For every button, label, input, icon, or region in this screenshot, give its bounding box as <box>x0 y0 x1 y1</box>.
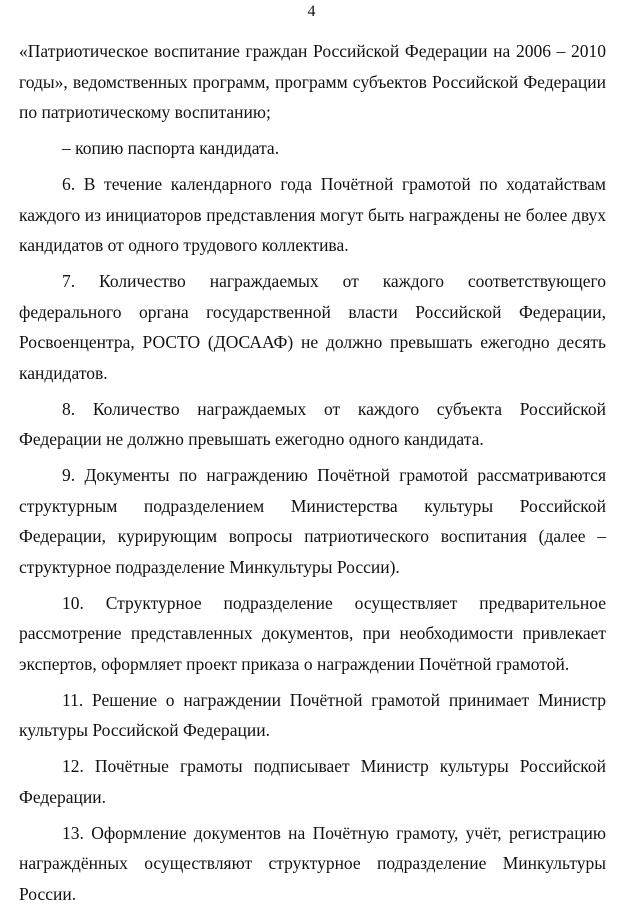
paragraph-item-8: 8. Количество награждаемых от каждого субъекта Российской Федерации не должно превышать ежегодно одного кандидата. <box>19 398 606 449</box>
paragraph-item-13: 13. Оформление документов на Почётную грамоту, учёт, регистрацию награждённых осуществляют структурное подразделение Минкультуры России. <box>19 822 606 904</box>
page-number: 4 <box>307 3 316 20</box>
paragraph-item-6: 6. В течение календарного года Почётной грамотой по ходатайствам каждого из инициаторов представления могут быть награждены не более двух кандидатов от одного трудового коллектива. <box>19 174 606 255</box>
paragraph-item-7: 7. Количество награждаемых от каждого соответствующего федерального органа государственной власти Российской Федерации, Росвоенцентра, РОСТО (ДОСААФ) не должно превышать ежегодно десять кандидатов. <box>19 271 606 383</box>
paragraph-item-9: 9. Документы по награждению Почётной грамотой рассматриваются структурным подразделением Министерства культуры Российской Федерации, курирующим вопросы патриотического воспитания (далее – структурное подразделение Минкультуры России). <box>19 465 606 577</box>
document-body <box>19 36 606 915</box>
paragraph-item-10: 10. Структурное подразделение осуществляет предварительное рассмотрение представленных документов, при необходимости привлекает экспертов, оформляет проект приказа о награждении Почётной грамотой. <box>19 592 606 674</box>
paragraph-item-12: 12. Почётные грамоты подписывает Министр культуры Российской Федерации. <box>19 756 606 807</box>
paragraph-item-11: 11. Решение о награждении Почётной грамотой принимает Министр культуры Российской Федерации. <box>19 689 606 740</box>
paragraph-passport-copy: – копию паспорта кандидата. <box>62 138 280 158</box>
paragraph-program-continuation: «Патриотическое воспитание граждан Российской Федерации на 2006 – 2010 годы», ведомственных программ, программ субъектов Российской Федерации по патриотическому воспитанию; <box>19 41 606 122</box>
